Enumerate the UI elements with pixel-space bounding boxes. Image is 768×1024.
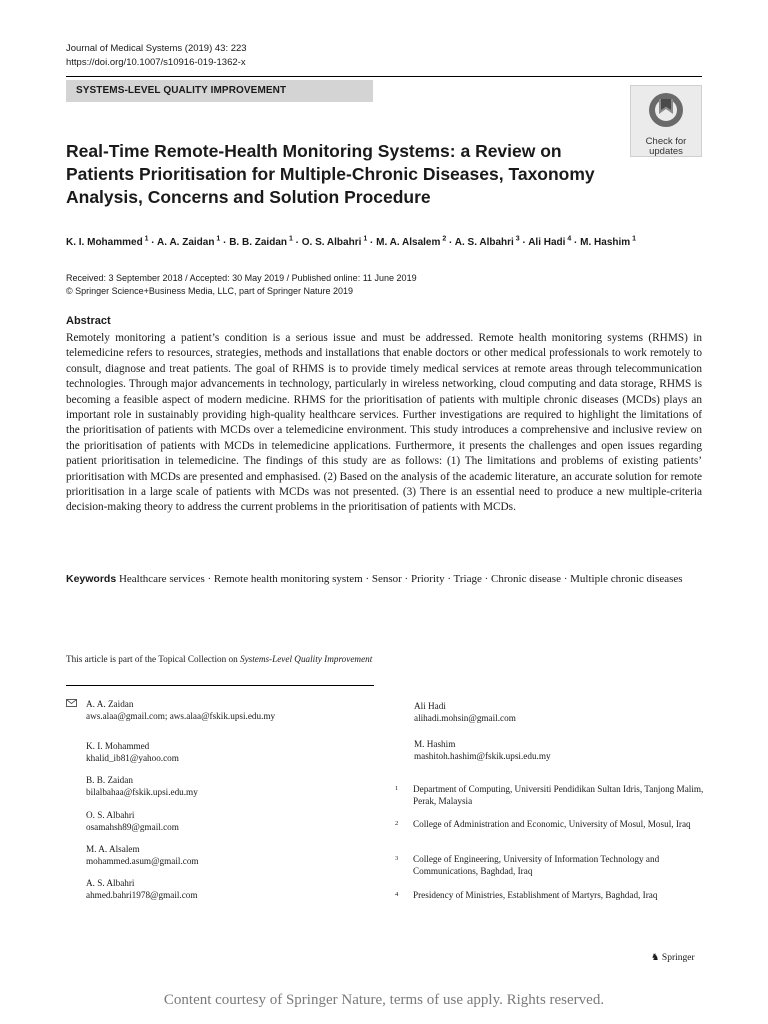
author-separator: ·: [220, 237, 230, 249]
contact-entry: [86, 877, 198, 901]
abstract-heading: Abstract: [66, 315, 111, 327]
author-affiliation-ref: 3: [513, 236, 520, 243]
doi-link[interactable]: https://doi.org/10.1007/s10916-019-1362-x: [66, 57, 246, 68]
keywords: [66, 572, 706, 587]
author-separator: ·: [292, 237, 302, 249]
author-affiliation-ref: 1: [142, 236, 149, 243]
contact-name: B. B. Zaidan: [86, 775, 133, 785]
keywords-list: Healthcare services · Remote health monitoring system · Sensor · Priority · Triage · Chronic disease · Multiple chronic diseases: [118, 573, 683, 585]
crossmark-label: [631, 137, 701, 157]
author-name[interactable]: M. A. Alsalem $^2$: [376, 236, 447, 249]
affiliation-item: [395, 818, 705, 830]
author-separator: ·: [148, 237, 158, 249]
contact-name: Ali Hadi: [414, 701, 446, 711]
keywords-label: Keywords: [66, 573, 117, 585]
author-separator: ·: [571, 237, 581, 249]
author-affiliation-ref: 1: [287, 236, 293, 243]
contact-entry: [86, 740, 179, 764]
article-title: Real-Time Remote-Health Monitoring Systems: a Review on Patients Prioritisation for Multiple-Chronic Diseases, Taxonomy Analysis, Concerns and Solution Procedure: [66, 141, 595, 207]
journal-citation: Journal of Medical Systems (2019) 43: 223: [66, 43, 247, 54]
publication-dates: [66, 272, 417, 298]
affiliation-text: Presidency of Ministries, Establishment of Martyrs, Baghdad, Iraq: [413, 890, 658, 900]
contact-entry: [414, 700, 516, 724]
journal-header: [66, 42, 247, 70]
abstract-text: Remotely monitoring a patient’s condition is a serious issue and must be addressed. Remote health monitoring systems (RHMS) in telemedicine refers to resources, strategies, methods and installations that enable doctors or other medical professionals to work remotely to consult, diagnose and treat patients. The goal of RHMS is to provide timely medical services at remote areas through telecommunication technologies. Through major advancements in technology, particularly in wireless networking, cloud computing and data storage, RHMS is becoming a feasible aspect of modern medicine. RHMS for the prioritisation of patients with multiple chronic diseases (MCDs) plays an important role in sustainably providing high-quality healthcare services. Further investigations are required to highlight the limitations of the prioritisation of patients with MCDs over a telemedicine environment. This study introduces a comprehensive and inclusive review on the prioritisation of patients with MCDs in telemedicine applications. Furthermore, it presents the challenges and open issues regarding patient prioritisation in telemedicine. The findings of this study are as follows: (1) The limitations and problems of existing patients’ prioritisation with MCDs are presented and emphasised. (2) Based on the analysis of the academic literature, an accurate solution for remote prioritisation in a large scale of patients with MCDs was not presented. (3) There is an essential need to produce a new multiple-criteria decision-making theory to address the current problems in the prioritisation of patients with MCDs.: [66, 332, 702, 514]
topical-collection-note: [66, 653, 374, 665]
contact-email[interactable]: mohammed.asum@gmail.com: [86, 856, 199, 867]
author-separator: ·: [367, 237, 377, 249]
copyright-text: Springer Science+Business Media, LLC, part of Springer Nature 2019: [75, 286, 354, 296]
author-name[interactable]: K. I. Mohammed $^1$: [66, 236, 149, 249]
author-name[interactable]: A. A. Zaidan $^1$: [157, 236, 221, 249]
contact-email[interactable]: khalid_ib81@yahoo.com: [86, 753, 179, 764]
affiliation-item: [395, 853, 705, 877]
publisher-logo: [651, 952, 695, 963]
courtesy-notice: Content courtesy of Springer Nature, terms of use apply. Rights reserved.: [163, 992, 605, 1008]
affiliation-text: Department of Computing, Universiti Pendidikan Sultan Idris, Tanjong Malim, Perak, Malaysia: [413, 784, 704, 807]
author-affiliation-ref: 1: [361, 236, 368, 243]
contact-name: A. S. Albahri: [86, 878, 135, 888]
author-separator: ·: [446, 237, 455, 249]
contact-entry: [86, 809, 179, 833]
author-name[interactable]: O. S. Albahri $^1$: [301, 236, 368, 249]
envelope-icon: [66, 699, 77, 707]
topical-note-collection: Systems-Level Quality Improvement: [239, 654, 373, 664]
contact-email[interactable]: bilalbahaa@fskik.upsi.edu.my: [86, 787, 198, 798]
contact-name: K. I. Mohammed: [86, 741, 150, 751]
contact-email[interactable]: mashitoh.hashim@fskik.upsi.edu.my: [414, 751, 551, 762]
section-label: SYSTEMS-LEVEL QUALITY IMPROVEMENT: [66, 80, 373, 102]
contact-email[interactable]: alihadi.mohsin@gmail.com: [414, 713, 516, 724]
author-name[interactable]: A. S. Albahri $^3$: [454, 236, 520, 249]
affiliation-number: 4: [395, 891, 399, 898]
springer-horse-icon: ♞: [651, 953, 660, 963]
contact-name: M. Hashim: [414, 739, 456, 749]
copyright-icon: ©: [66, 286, 76, 296]
author-name[interactable]: M. Hashim $^1$: [580, 236, 637, 249]
contact-email[interactable]: osamahsh89@gmail.com: [86, 822, 179, 833]
crossmark-icon: [646, 90, 686, 130]
affiliation-text: College of Administration and Economic, University of Mosul, Mosul, Iraq: [413, 819, 691, 829]
contact-entry: [86, 698, 275, 722]
affiliation-item: [395, 783, 705, 807]
header-rule: [66, 76, 702, 77]
check-for-updates-badge[interactable]: [630, 85, 702, 157]
affiliation-number: 1: [395, 785, 399, 792]
crossmark-line1: Check for: [645, 136, 687, 147]
publisher-name: Springer: [661, 953, 695, 963]
author-affiliation-ref: 4: [565, 236, 572, 243]
contact-entry: [414, 738, 551, 762]
dates-line: Received: 3 September 2018 / Accepted: 30 May 2019 / Published online: 11 June 2019: [66, 273, 417, 283]
contact-name: O. S. Albahri: [86, 810, 135, 820]
topical-note-prefix: This article is part of the Topical Collection on: [66, 654, 240, 664]
contact-entry: [86, 843, 199, 867]
author-list: [66, 233, 706, 250]
author-name[interactable]: B. B. Zaidan $^1$: [229, 236, 293, 249]
affiliation-item: [395, 889, 705, 901]
crossmark-line2: updates: [649, 146, 683, 157]
contact-name: A. A. Zaidan: [86, 699, 134, 709]
author-affiliation-ref: 1: [630, 236, 637, 243]
affiliation-text: College of Engineering, University of Information Technology and Communications, Baghdad, Iraq: [413, 854, 660, 877]
affiliation-number: 2: [395, 820, 399, 827]
author-separator: ·: [519, 237, 529, 249]
contact-name: M. A. Alsalem: [86, 844, 140, 854]
copyright-line: [66, 285, 417, 298]
footnote-rule: [66, 685, 374, 686]
author-affiliation-ref: 1: [214, 236, 221, 243]
affiliation-number: 3: [395, 855, 399, 862]
contact-entry: [86, 774, 198, 798]
author-name[interactable]: Ali Hadi $^4$: [528, 236, 572, 249]
author-affiliation-ref: 2: [440, 236, 447, 243]
contact-email[interactable]: aws.alaa@gmail.com; aws.alaa@fskik.upsi.edu.my: [86, 711, 276, 722]
contact-email[interactable]: ahmed.bahri1978@gmail.com: [86, 890, 198, 901]
